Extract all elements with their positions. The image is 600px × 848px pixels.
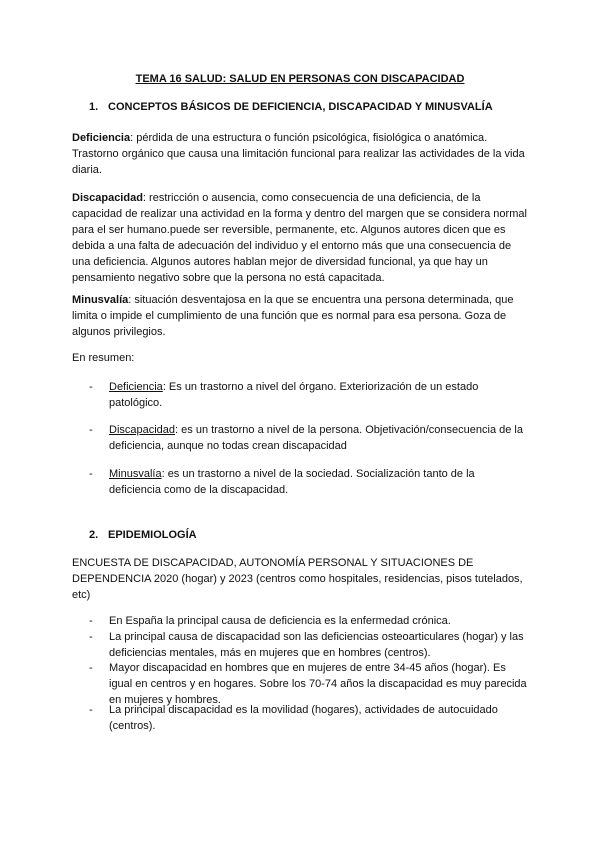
deficiencia-term: Deficiencia [72, 132, 131, 144]
bullet-dash: - [89, 704, 93, 716]
summary-item [89, 379, 529, 411]
epidemiology-text: La principal discapacidad es la movilidad (hogares), actividades de autocuidado (centros). [109, 704, 498, 732]
section1-heading-text: CONCEPTOS BÁSICOS DE DEFICIENCIA, DISCAPACIDAD Y MINUSVALÍA [108, 101, 493, 113]
deficiencia-definition: : pérdida de una estructura o función psicológica, fisiológica o anatómica. Trastorno orgánico que causa una limitación funcional para realizar las actividades de la vida diaria. [72, 132, 525, 176]
minusvalia-paragraph [72, 292, 527, 340]
minusvalia-definition: : situación desventajosa en la que se encuentra una persona determinada, que limita o impide el cumplimiento de una función que es normal para esa persona. Goza de algunos privilegios. [72, 294, 514, 338]
summary-text: : es un trastorno a nivel de la persona. Objetivación/consecuencia de la deficiencia, aunque no todas crean discapacidad [109, 424, 523, 452]
bullet-dash: - [89, 662, 93, 674]
section2-heading [89, 527, 197, 543]
section1-heading [89, 99, 493, 115]
bullet-dash: - [89, 615, 93, 627]
summary-text: : Es un trastorno a nivel del órgano. Exteriorización de un estado patológico. [109, 381, 479, 409]
survey-intro: ENCUESTA DE DISCAPACIDAD, AUTONOMÍA PERSONAL Y SITUACIONES DE DEPENDENCIA 2020 (hogar) y 2023 (centros como hospitales, residencias, pisos tutelados, etc) [72, 557, 523, 601]
discapacidad-term: Discapacidad [72, 192, 143, 204]
summary-term: Discapacidad [109, 424, 176, 436]
bullet-dash: - [89, 468, 93, 480]
summary-term: Deficiencia [109, 381, 163, 393]
summary-item [89, 422, 529, 454]
discapacidad-definition: : restricción o ausencia, como consecuencia de una deficiencia, de la capacidad de realizar una actividad en la forma y dentro del margen que se considera normal para el ser humano.puede ser reversible, permanente, etc. Algunos autores dicen que es debida a una falta de adecuación del individuo y el entorno más que una consecuencia de una deficiencia. Algunos autores hablan mejor de diversidad funcional, ya que hay un pensamiento negativo sobre que la persona no está capacitada. [72, 192, 527, 284]
section2-number: 2. [89, 529, 99, 541]
bullet-dash: - [89, 424, 93, 436]
bullet-dash: - [89, 381, 93, 393]
discapacidad-paragraph [72, 190, 527, 286]
section1-number: 1. [89, 101, 99, 113]
epidemiology-text: La principal causa de discapacidad son las deficiencias osteoarticulares (hogar) y las deficiencias mentales, más en mujeres que en hombres (centros). [109, 631, 524, 659]
epidemiology-text: Mayor discapacidad en hombres que en mujeres de entre 34-45 años (hogar). Es igual en centros y en hogares. Sobre los 70-74 años la discapacidad es muy parecida en mujeres y hombres. [109, 662, 527, 706]
minusvalia-term: Minusvalía [72, 294, 129, 306]
document-title: TEMA 16 SALUD: SALUD EN PERSONAS CON DISCAPACIDAD [135, 73, 465, 85]
deficiencia-paragraph [72, 130, 527, 178]
summary-intro: En resumen: [72, 352, 135, 364]
summary-item [89, 466, 529, 498]
summary-term: Minusvalía [109, 468, 162, 480]
epidemiology-item [89, 660, 529, 708]
section2-heading-text: EPIDEMIOLOGÍA [108, 529, 197, 541]
summary-text: : es un trastorno a nivel de la sociedad. Socialización tanto de la deficiencia como de la discapacidad. [109, 468, 475, 496]
epidemiology-text: En España la principal causa de deficiencia es la enfermedad crónica. [109, 615, 451, 627]
epidemiology-item [89, 702, 529, 734]
epidemiology-item [89, 629, 529, 661]
bullet-dash: - [89, 631, 93, 643]
epidemiology-item [89, 613, 529, 629]
